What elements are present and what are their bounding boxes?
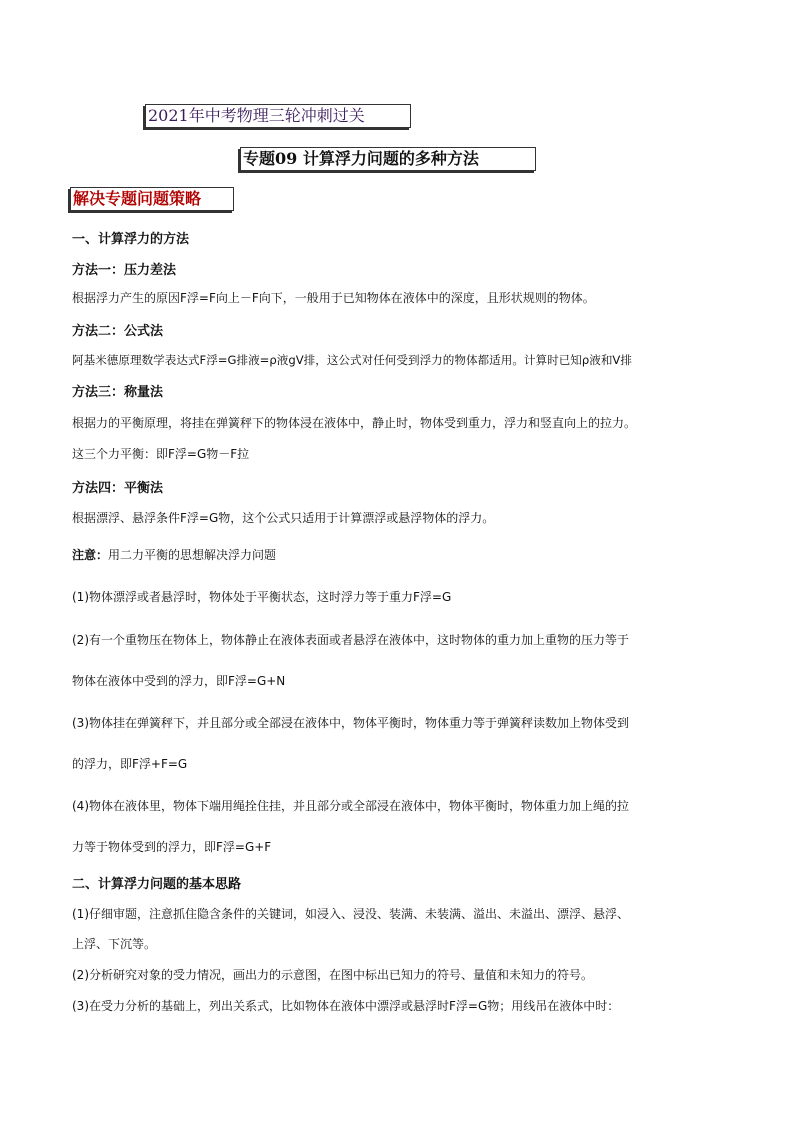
method3-text-1: 根据力的平衡原理，将挂在弹簧秤下的物体浸在液体中，静止时，物体受到重力，浮力和竖直向上的拉力。	[72, 416, 637, 430]
note-text: 用二力平衡的思想解决浮力问题	[108, 548, 277, 562]
method2-title: 方法二：公式法	[72, 324, 164, 339]
method1-text: 根据浮力产生的原因F浮=F向上－F向下，一般用于已知物体在液体中的深度，且形状规则的物体。	[72, 291, 595, 305]
method3-title: 方法三：称量法	[72, 385, 164, 400]
step-2: (2)分析研究对象的受力情况，画出力的示意图，在图中标出已知力的符号、量值和未知力的符号。	[72, 968, 594, 982]
note-line	[72, 546, 276, 563]
note-item-4a: (4)物体在液体里，物体下端用绳拴住挂，并且部分或全部浸在液体中，物体平衡时，物体重力加上绳的拉	[72, 799, 630, 813]
method4-text: 根据漂浮、悬浮条件F浮=G物，这个公式只适用于计算漂浮或悬浮物体的浮力。	[72, 511, 495, 525]
method2-text: 阿基米德原理数学表达式F浮=G排液=ρ液gV排，这公式对任何受到浮力的物体都适用。计算时已知ρ液和V排	[72, 353, 632, 367]
note-label: 注意：	[72, 548, 109, 562]
method3-text-2: 这三个力平衡：即F浮=G物－F拉	[72, 447, 250, 461]
section2-heading: 二、计算浮力问题的基本思路	[72, 877, 242, 892]
doc-subtitle-box: 专题09 计算浮力问题的多种方法	[240, 147, 536, 171]
note-item-2a: (2)有一个重物压在物体上，物体静止在液体表面或者悬浮在液体中，这时物体的重力加上重物的压力等于	[72, 633, 630, 647]
method4-title: 方法四：平衡法	[72, 481, 164, 496]
strategy-box: 解决专题问题策略	[70, 187, 234, 211]
note-item-3a: (3)物体挂在弹簧秤下，并且部分或全部浸在液体中，物体平衡时，物体重力等于弹簧秤读数加上物体受到	[72, 716, 630, 730]
step-1a: (1)仔细审题，注意抓住隐含条件的关键词，如浸入、浸没、装满、未装满、溢出、未溢出、漂浮、悬浮、	[72, 907, 630, 921]
note-item-3b: 的浮力，即F浮+F=G	[72, 757, 188, 771]
step-1b: 上浮、下沉等。	[72, 937, 157, 951]
note-item-4b: 力等于物体受到的浮力，即F浮=G+F	[72, 840, 272, 854]
note-item-1: (1)物体漂浮或者悬浮时，物体处于平衡状态，这时浮力等于重力F浮=G	[72, 590, 452, 604]
method1-title: 方法一：压力差法	[72, 263, 177, 278]
note-item-2b: 物体在液体中受到的浮力，即F浮=G+N	[72, 674, 286, 688]
doc-title-box: 2021年中考物理三轮冲刺过关	[145, 104, 411, 128]
step-3: (3)在受力分析的基础上，列出关系式，比如物体在液体中漂浮或悬浮时F浮=G物；用线吊在液体中时：	[72, 999, 620, 1013]
section1-heading: 一、计算浮力的方法	[72, 232, 190, 247]
